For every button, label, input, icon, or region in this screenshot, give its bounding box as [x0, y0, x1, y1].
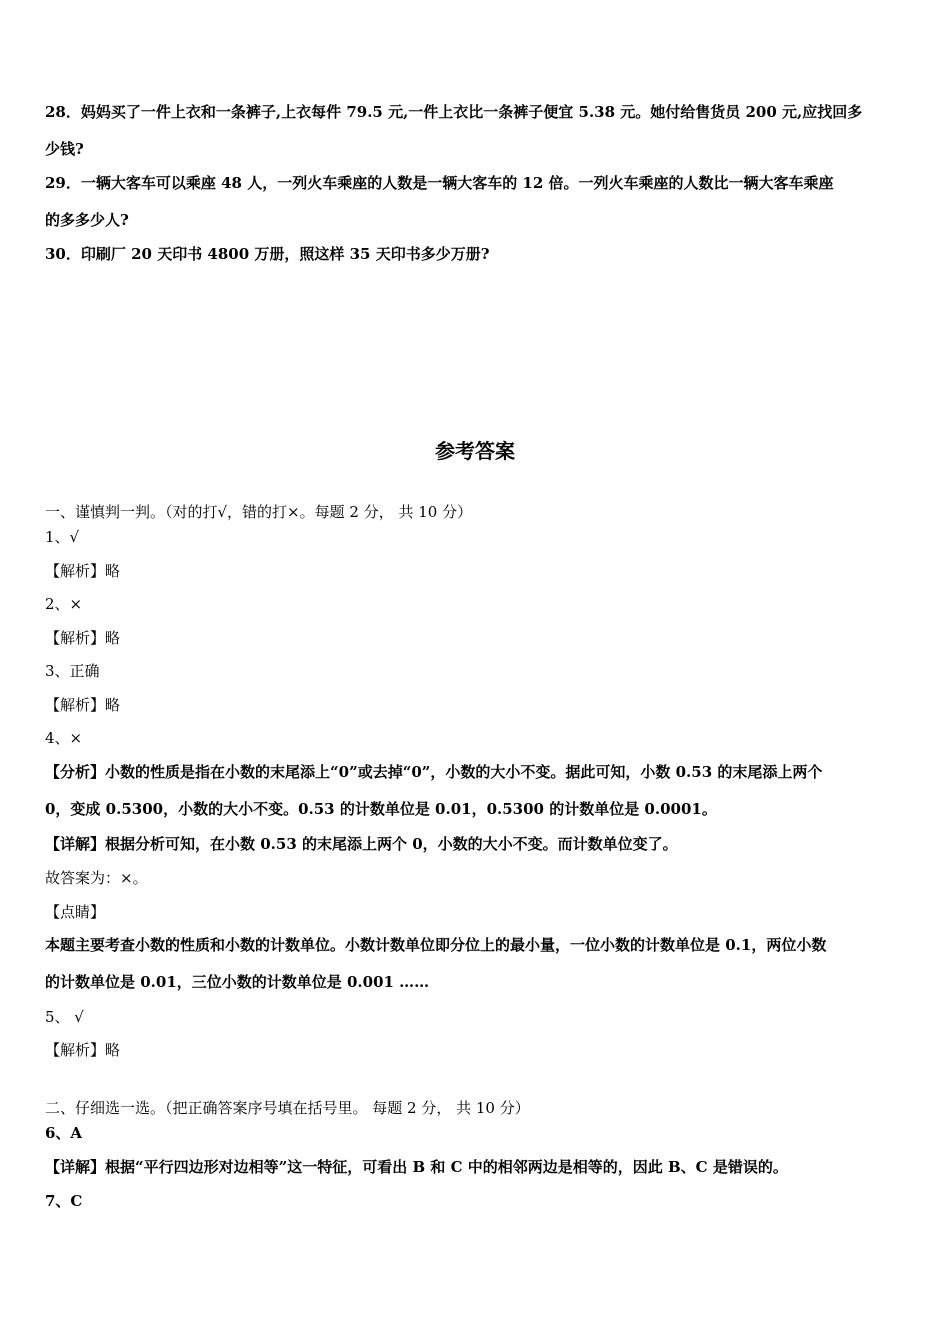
- answer-4-detail: 【详解】根据分析可知，在小数 0.53 的末尾添上两个 0，小数的大小不变。而计数单位变了。: [45, 835, 678, 853]
- question-29-line-1: 29．一辆大客车可以乘座 48 人，一列火车乘座的人数是一辆大客车的 12 倍。一列火车乘座的人数比一辆大客车乘座: [45, 174, 834, 192]
- question-28-line-2: 少钱?: [45, 140, 84, 158]
- answer-1: 1、√: [45, 528, 80, 546]
- answer-4-comment-line-1: 本题主要考查小数的性质和小数的计数单位。小数计数单位即分位上的最小量，一位小数的计数单位是 0.1，两位小数: [45, 936, 827, 954]
- section-2-heading: 二、仔细选一选。（把正确答案序号填在括号里。 每题 2 分， 共 10 分）: [45, 1099, 530, 1117]
- answer-6-detail: 【详解】根据“平行四边形对边相等”这一特征，可看出 B 和 C 中的相邻两边是相等的，因此 B、C 是错误的。: [45, 1158, 788, 1176]
- question-30-line-1: 30．印刷厂 20 天印书 4800 万册，照这样 35 天印书多少万册?: [45, 245, 490, 263]
- answer-6: 6、A: [45, 1124, 83, 1142]
- answer-4-analysis-line-1: 【分析】小数的性质是指在小数的末尾添上“0”或去掉“0”，小数的大小不变。据此可知，小数 0.53 的末尾添上两个: [45, 763, 823, 781]
- answer-7: 7、C: [45, 1192, 83, 1210]
- answer-2: 2、×: [45, 595, 83, 613]
- question-28-line-1: 28．妈妈买了一件上衣和一条裤子,上衣每件 79.5 元,一件上衣比一条裤子便宜 5.38 元。她付给售货员 200 元,应找回多: [45, 103, 863, 121]
- analysis-2: 【解析】略: [45, 629, 121, 647]
- section-1-heading: 一、谨慎判一判。（对的打√，错的打×。每题 2 分， 共 10 分）: [45, 503, 473, 521]
- answer-4-comment-label: 【点睛】: [45, 903, 106, 921]
- answer-4-analysis-line-2: 0，变成 0.5300，小数的大小不变。0.53 的计数单位是 0.01，0.5300 的计数单位是 0.0001。: [45, 800, 717, 818]
- answer-5: 5、 √: [45, 1008, 84, 1026]
- answer-3: 3、正确: [45, 662, 100, 680]
- answer-4-comment-line-2: 的计数单位是 0.01，三位小数的计数单位是 0.001 ……: [45, 973, 430, 991]
- answer-title: 参考答案: [435, 439, 515, 463]
- analysis-1: 【解析】略: [45, 562, 121, 580]
- answer-4-conclusion: 故答案为：×。: [45, 869, 148, 887]
- analysis-5: 【解析】略: [45, 1041, 121, 1059]
- question-29-line-2: 的多多少人?: [45, 211, 129, 229]
- answer-4: 4、×: [45, 729, 83, 747]
- analysis-3: 【解析】略: [45, 696, 121, 714]
